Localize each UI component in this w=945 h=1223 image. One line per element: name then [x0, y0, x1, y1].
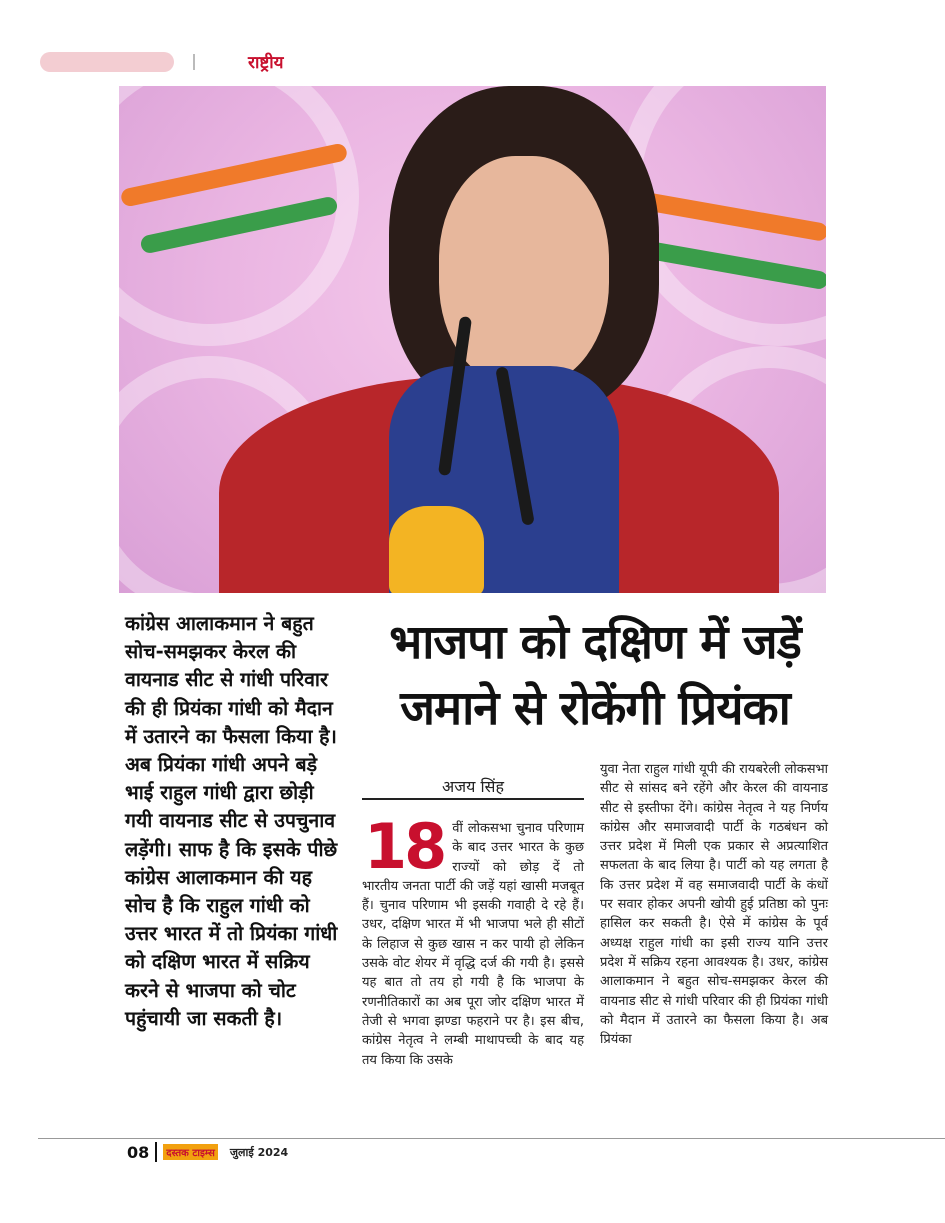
magazine-logo: दस्तक टाइम्स	[163, 1144, 218, 1160]
hand-symbol-icon	[389, 506, 484, 593]
footer	[127, 1142, 288, 1162]
drop-cap: 18	[364, 810, 445, 883]
header-pill	[40, 52, 174, 72]
byline: अजय सिंह	[442, 777, 504, 796]
pull-quote: कांग्रेस आलाकमान ने बहुत सोच-समझकर केरल की वायनाड सीट से गांधी परिवार की ही प्रियंका गांधी को मैदान में उतारने का फैसला किया है। अब प्रियंका गांधी अपने बड़े भाई राहुल गांधी द्वारा छोड़ी गयी वायनाड सीट से उपचुनाव लड़ेंगी। साफ है कि इसके पीछे कांग्रेस आलाकमान की यह सोच है कि राहुल गांधी को उत्तर भारत में तो प्रियंका गांधी को दक्षिण भारत में सक्रिय करने से भाजपा को चोट पहुंचायी जा सकती है।	[125, 612, 338, 1030]
article-text-1: वीं लोकसभा चुनाव परिणाम के बाद उत्तर भारत के कुछ राज्यों को छोड़ दें तो भारतीय जनता पार्टी की जड़ें यहां खासी मजबूत हैं। चुनाव परिणाम भी इसकी गवाही दे रहे हैं। उधर, दक्षिण भारत में भी भाजपा भले ही सीटों के लिहाज से कुछ खास न कर पायी हो लेकिन उसके वोट शेयर में वृद्धि दर्ज की गयी है। इससे यह बात तो तय हो गयी है कि भाजपा के रणनीतिकारों का अब पूरा जोर दक्षिण भारत में तेजी से भगवा झण्डा फहराने पर है। इस बीच, कांग्रेस नेतृत्व ने लम्बी माथापच्ची के बाद यह तय किया कि उसके	[362, 821, 584, 1068]
article-column-1	[362, 810, 584, 1070]
article-text-2: युवा नेता राहुल गांधी यूपी की रायबरेली लोकसभा सीट से सांसद बने रहेंगे और केरल की वायनाड सीट से इस्तीफा देंगे। कांग्रेस नेतृत्व ने यह निर्णय कांग्रेस और समाजवादी पार्टी के गठबंधन को उत्तर प्रदेश में मिली एक प्रकार से अप्रत्याशित सफलता के बाद लिया है। पार्टी को यह लगता है कि उत्तर प्रदेश में वह समाजवादी पार्टी के कंधों पर सवार होकर अपनी खोयी हुई प्रतिष्ठा को पुनः हासिल कर सकती है। ऐसे में कांग्रेस के पूर्व अध्यक्ष राहुल गांधी का इसी राज्य यानि उत्तर प्रदेश में सक्रिय रहना आवश्यक है। उधर, कांग्रेस आलाकमान ने बहुत सोच-समझकर केरल की वायनाड सीट से गांधी परिवार की ही प्रियंका गांधी को मैदान में उतारने का फैसला किया है। अब प्रियंका	[600, 762, 828, 1048]
article-photo	[119, 86, 826, 593]
section-label: राष्ट्रीय	[248, 53, 284, 73]
article-column-2	[600, 760, 828, 1049]
headline	[362, 610, 828, 742]
headline-line-1: भाजपा को दक्षिण में जड़ें	[389, 615, 801, 670]
page-number: 08	[127, 1142, 150, 1162]
byline-rule	[362, 798, 584, 800]
footer-rule	[38, 1138, 945, 1139]
footer-divider	[155, 1142, 157, 1162]
issue-date: जुलाई 2024	[229, 1145, 289, 1159]
header-divider	[193, 54, 195, 70]
headline-line-2: जमाने से रोकेंगी प्रियंका	[400, 681, 790, 736]
